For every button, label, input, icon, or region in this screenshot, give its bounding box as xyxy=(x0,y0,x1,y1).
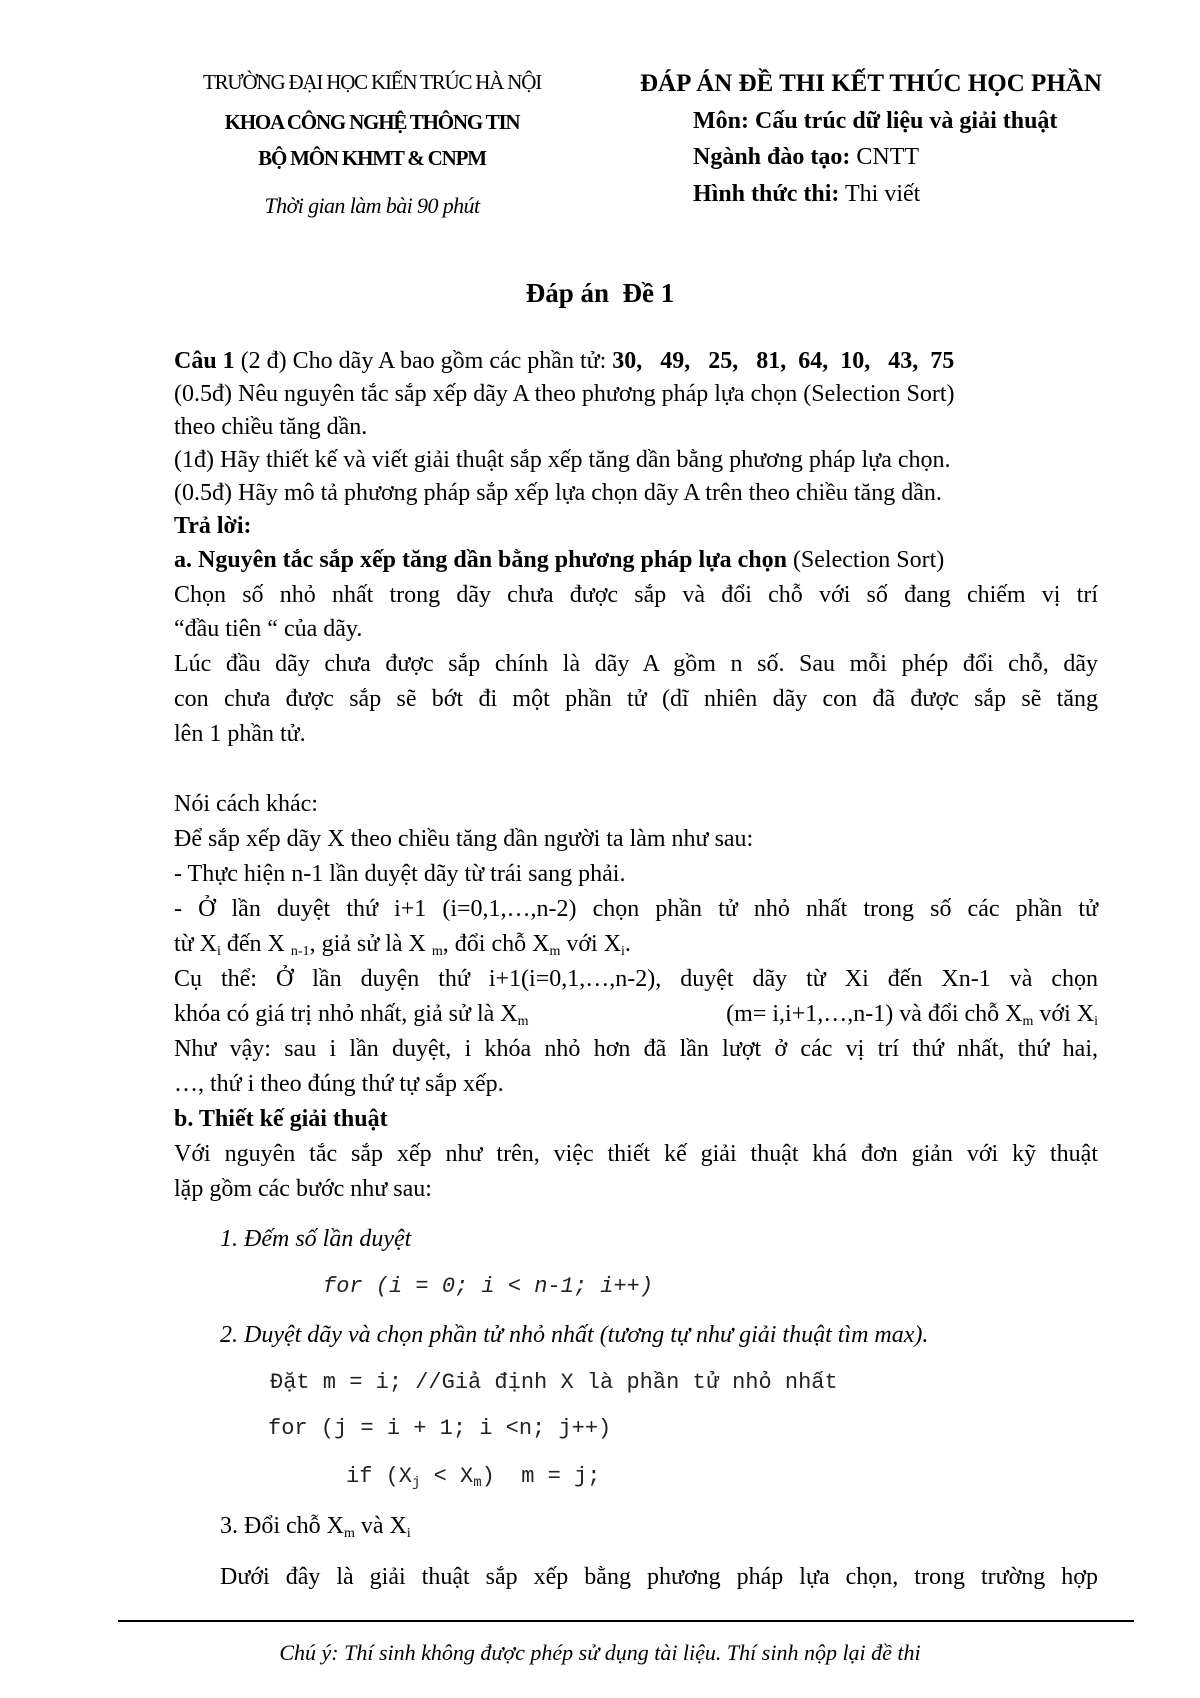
text-run: ) m = j; xyxy=(481,1464,601,1489)
text-run: (m= i,i+1,…,n-1) và đổi chỗ X xyxy=(720,1001,1023,1027)
text-run: với X xyxy=(1033,1001,1095,1027)
code-line-2: Đặt m = i; //Giả định X là phần tử nhỏ nhất xyxy=(270,1370,838,1395)
step-1: 1. Đếm số lần duyệt xyxy=(220,1226,412,1252)
answer-a-line-2: “đầu tiên “ của dãy. xyxy=(174,616,363,642)
answer-c-line-4: …, thứ i theo đúng thứ tự sắp xếp. xyxy=(174,1071,504,1097)
document-title: Đáp án Đề 1 xyxy=(525,278,675,308)
text-run: khóa có giá trị nhỏ nhất, giả sử là X xyxy=(174,1001,518,1027)
answer-b-line-4: - Ở lần duyệt thứ i+1 (i=0,1,…,n-2) chọn phần tử nhỏ nhất trong số các phần tử xyxy=(174,896,1098,922)
section-a-heading: a. Nguyên tắc sắp xếp tăng dần bằng phương pháp lựa chọn xyxy=(174,547,787,573)
footer-note: Chú ý: Thí sinh không được phép sử dụng tài liệu. Thí sinh nộp lại đề thi xyxy=(279,1640,921,1665)
answer-c-line-3: Như vậy: sau i lần duyệt, i khóa nhỏ hơn đã lần lượt ở các vị trí thứ nhất, thứ hai, xyxy=(174,1036,1098,1062)
answer-d-line-2: lặp gồm các bước như sau: xyxy=(174,1176,432,1202)
subscript: m xyxy=(431,944,443,959)
question-points: (2 đ) xyxy=(240,348,287,374)
text-run: . xyxy=(624,931,631,957)
subscript: i xyxy=(621,944,625,959)
answer-b-line-2: Để sắp xếp dãy X theo chiều tăng dần người ta làm như sau: xyxy=(174,826,754,852)
subscript: n-1 xyxy=(290,944,310,959)
step-2: 2. Duyệt dãy và chọn phần tử nhỏ nhất (tương tự như giải thuật tìm max). xyxy=(220,1322,929,1348)
faculty-name: KHOA CÔNG NGHỆ THÔNG TIN xyxy=(224,110,520,134)
text-run: if (X xyxy=(346,1464,413,1489)
form-label: Hình thức thi: xyxy=(693,181,840,207)
answer-b-line-5 xyxy=(174,931,631,958)
major-line xyxy=(693,144,919,171)
question-label: Câu 1 xyxy=(174,348,235,374)
subscript: m xyxy=(343,1526,355,1541)
question-part-3: (0.5đ) Hãy mô tả phương pháp sắp xếp lựa chọn dãy A trên theo chiều tăng dần. xyxy=(174,480,942,506)
code-line-4 xyxy=(346,1464,600,1489)
subscript: j xyxy=(412,1475,421,1491)
answer-a-line-3: Lúc đầu dãy chưa được sắp chính là dãy A gồm n số. Sau mỗi phép đổi chỗ, dãy xyxy=(174,651,1098,677)
answer-d-line-1: Với nguyên tắc sắp xếp như trên, việc thiết kế giải thuật khá đơn giản với kỹ thuật xyxy=(174,1141,1098,1167)
answer-b-line-3: - Thực hiện n-1 lần duyệt dãy từ trái sang phải. xyxy=(174,861,626,887)
answer-c-line-1: Cụ thể: Ở lần duyện thứ i+1(i=0,1,…,n-2), duyệt dãy từ Xi đến Xn-1 và chọn xyxy=(174,966,1098,992)
subscript: i xyxy=(406,1526,411,1541)
exam-form-line xyxy=(693,181,920,208)
subscript: m xyxy=(1022,1014,1034,1029)
text-run: đến X xyxy=(220,931,291,957)
form-value: Thi viết xyxy=(845,181,921,207)
answer-label: Trả lời: xyxy=(174,513,252,539)
section-a-heading-line xyxy=(174,547,944,574)
subscript: m xyxy=(517,1014,529,1029)
text-run: với X xyxy=(560,931,622,957)
answer-a-line-5: lên 1 phần tử. xyxy=(174,721,306,747)
answer-b-line-1: Nói cách khác: xyxy=(174,791,318,817)
footer-divider xyxy=(118,1620,1134,1622)
question-intro: Cho dãy A bao gồm các phần tử: xyxy=(292,348,607,374)
question-part-2: (1đ) Hãy thiết kế và viết giải thuật sắp xếp tăng dần bằng phương pháp lựa chọn. xyxy=(174,447,951,473)
subscript: i xyxy=(1094,1014,1098,1029)
text-run: , đổi chỗ X xyxy=(442,931,550,957)
section-a-heading-tail: (Selection Sort) xyxy=(792,547,945,573)
answer-a-line-1: Chọn số nhỏ nhất trong dãy chưa được sắp và đổi chỗ với số đang chiếm vị trí xyxy=(174,582,1098,608)
question-numbers: 30, 49, 25, 81, 64, 10, 43, 75 xyxy=(612,348,955,374)
subscript: i xyxy=(217,944,221,959)
exam-duration: Thời gian làm bài 90 phút xyxy=(264,193,480,218)
section-b-heading: b. Thiết kế giải thuật xyxy=(174,1106,388,1132)
major-label: Ngành đào tạo: xyxy=(693,144,851,170)
text-run: < X xyxy=(420,1464,474,1489)
major-value: CNTT xyxy=(856,144,920,170)
subscript: m xyxy=(473,1475,482,1491)
question-line xyxy=(174,348,954,375)
subject-line: Môn: Cấu trúc dữ liệu và giải thuật xyxy=(693,108,1058,134)
text-run: 3. Đổi chỗ X xyxy=(220,1513,344,1539)
code-line-1: for (i = 0; i < n-1; i++) xyxy=(323,1274,654,1299)
text-run: và X xyxy=(354,1513,407,1539)
department-name: BỘ MÔN KHMT & CNPM xyxy=(258,146,486,170)
question-part-1b: theo chiều tăng dần. xyxy=(174,414,368,440)
text-run: , giả sử là X xyxy=(309,931,432,957)
answer-a-line-4: con chưa được sắp sẽ bớt đi một phần tử (dĩ nhiên dãy con đã được sắp sẽ tăng xyxy=(174,686,1098,712)
exam-answer-title: ĐÁP ÁN ĐỀ THI KẾT THÚC HỌC PHẦN xyxy=(640,70,1102,97)
answer-c-line-2 xyxy=(174,1001,1098,1028)
text-run: từ X xyxy=(174,931,218,957)
answer-last-line: Dưới đây là giải thuật sắp xếp bằng phương pháp lựa chọn, trong trường hợp xyxy=(220,1564,1098,1590)
school-name: TRƯỜNG ĐẠI HỌC KIẾN TRÚC HÀ NỘI xyxy=(202,70,542,94)
code-line-3: for (j = i + 1; i <n; j++) xyxy=(268,1416,612,1441)
question-part-1a: (0.5đ) Nêu nguyên tắc sắp xếp dãy A theo phương pháp lựa chọn (Selection Sort) xyxy=(174,381,955,407)
subscript: m xyxy=(549,944,561,959)
step-3 xyxy=(220,1513,411,1540)
